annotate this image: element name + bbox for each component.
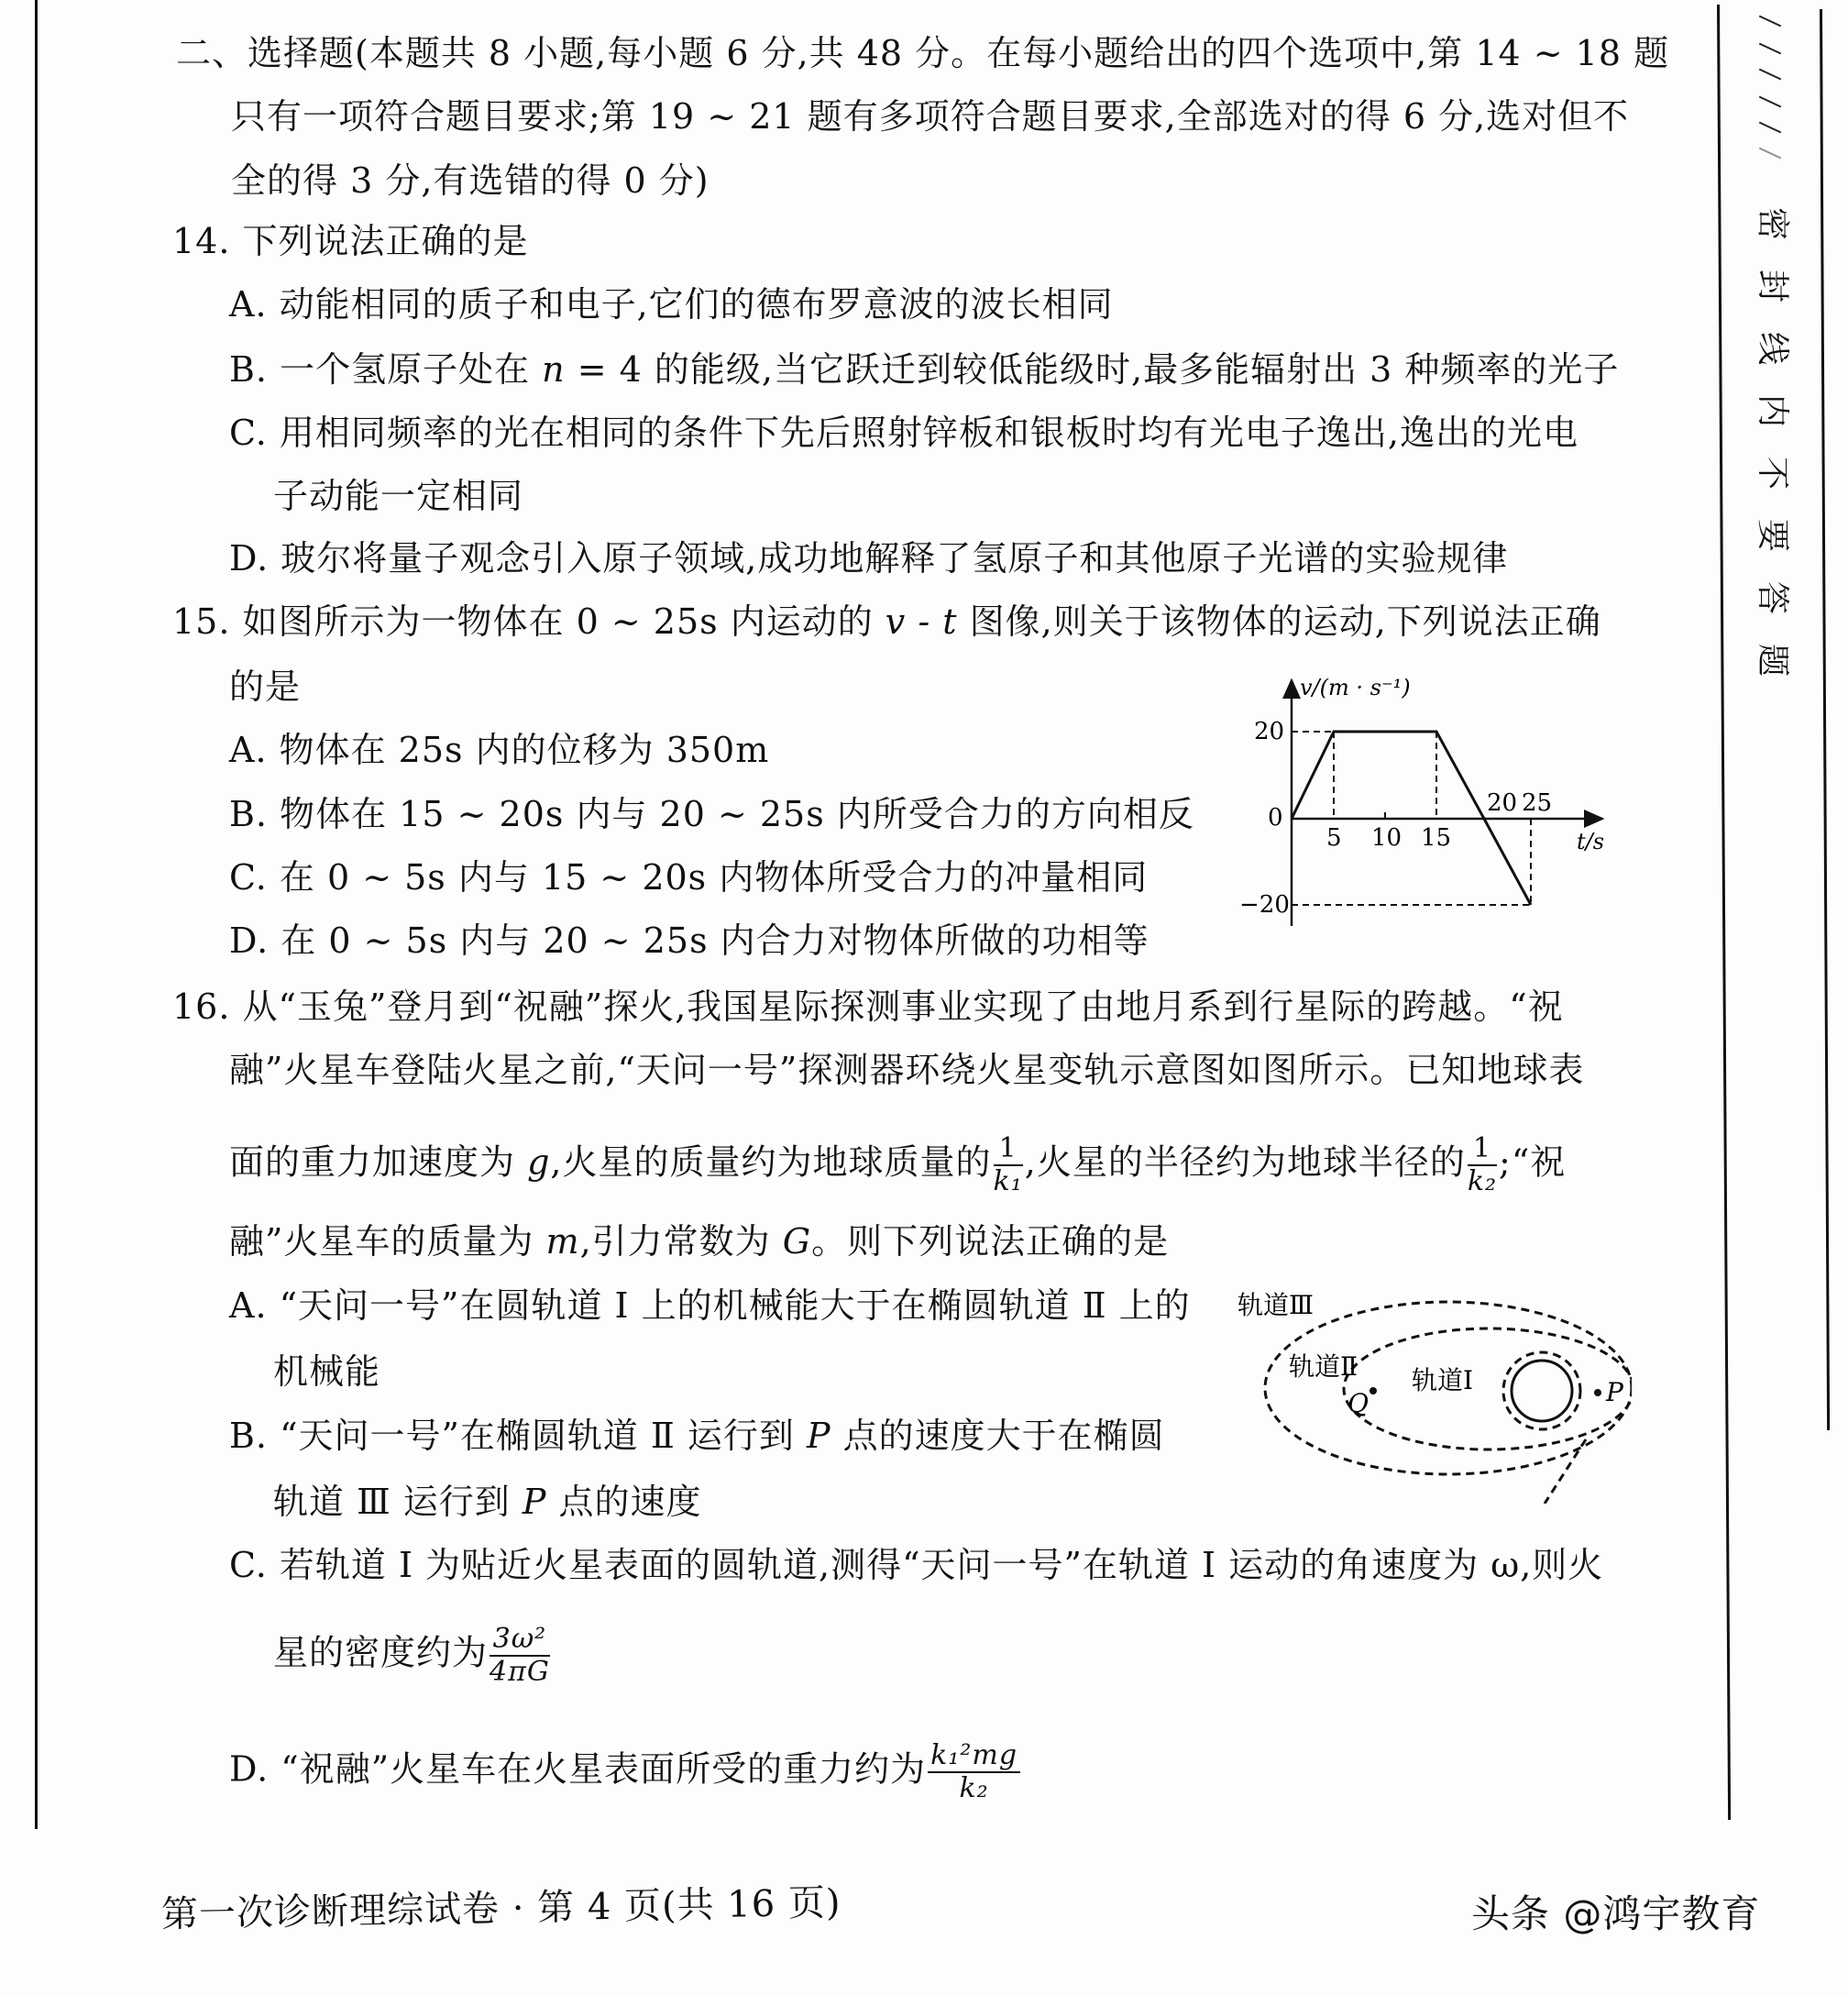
q15-option-c: C. 在 0 ~ 5s 内与 15 ~ 20s 内物体所受合力的冲量相同	[229, 857, 1149, 898]
point-P-label: P	[1606, 1377, 1623, 1407]
numerator: 3ω²	[490, 1624, 550, 1657]
q16-stem-line2: 融”火星车登陆火星之前,“天问一号”探测器环绕火星变轨示意图如图所示。已知地球表	[229, 1050, 1585, 1090]
seal-line-mark	[1759, 96, 1781, 108]
gravity-fraction	[928, 1740, 1020, 1804]
point-Q-dot	[1370, 1387, 1377, 1394]
q16-stem-line1: 16. 从“玉兔”登月到“祝融”探火,我国星际探测事业实现了由地月系到行星际的跨越。“祝	[172, 986, 1564, 1027]
text: 轨道 Ⅲ 运行到	[273, 1482, 522, 1522]
denominator: k₂	[1467, 1165, 1498, 1197]
text: ,引力常数为	[579, 1221, 783, 1262]
seal-char: 答	[1754, 580, 1791, 614]
q15-stem-cont: 的是	[229, 667, 302, 707]
mars-icon	[1512, 1361, 1572, 1421]
seal-char: 封	[1754, 269, 1791, 303]
q16-option-a-cont: 机械能	[273, 1351, 381, 1392]
text: 点的速度大于在椭圆	[830, 1416, 1165, 1456]
denominator: 4πG	[490, 1656, 550, 1688]
section-header-line: 全的得 3 分,有选错的得 0 分)	[231, 160, 710, 201]
q16-stem-line3	[229, 1133, 1566, 1197]
orbit-III-label: 轨道Ⅲ	[1238, 1290, 1314, 1320]
orbit-II-label: 轨道Ⅱ	[1289, 1351, 1358, 1382]
numerator: 1	[994, 1133, 1023, 1166]
q15-stem	[172, 600, 1601, 644]
orbit-I-label: 轨道Ⅰ	[1412, 1365, 1474, 1395]
variable-G: G	[782, 1221, 812, 1262]
x-tick-5: 5	[1326, 824, 1342, 852]
y-tick-0: 0	[1268, 804, 1283, 832]
point-Q-label: Q	[1348, 1388, 1369, 1418]
q14-option-c: C. 用相同频率的光在相同的条件下先后照射锌板和银板时均有光电子逸出,逸出的光电	[229, 413, 1578, 453]
variable-P: P	[807, 1416, 831, 1456]
seal-char: 密	[1754, 206, 1791, 240]
numerator: k₁²mg	[928, 1740, 1020, 1773]
variable-m: m	[545, 1221, 580, 1262]
denominator: k₂	[959, 1772, 989, 1804]
y-tick-20: 20	[1254, 718, 1285, 745]
seal-line-mark	[1759, 43, 1781, 55]
text: ,火星的质量约为地球质量的	[550, 1141, 992, 1183]
x-tick-15: 15	[1421, 824, 1452, 852]
right-content-border-line	[1717, 5, 1731, 1820]
q15-option-b: B. 物体在 15 ~ 20s 内与 20 ~ 25s 内所受合力的方向相反	[229, 794, 1194, 834]
text: 图像,则关于该物体的运动,下列说法正确	[957, 601, 1601, 642]
q16-option-c-cont	[273, 1624, 552, 1688]
q16-option-d	[229, 1740, 1022, 1804]
q14-stem: 14. 下列说法正确的是	[172, 221, 529, 261]
point-P-dot	[1594, 1389, 1601, 1396]
text: 15. 如图所示为一物体在 0 ~ 25s 内运动的	[172, 601, 886, 642]
q14-option-b	[229, 347, 1619, 391]
density-fraction	[490, 1624, 550, 1688]
x-tick-20: 20	[1487, 789, 1518, 817]
text: 点的速度	[546, 1482, 702, 1522]
x-axis-label: t/s	[1577, 829, 1605, 854]
orbit-I	[1503, 1352, 1580, 1429]
text: = 4 的能级,当它跃迁到较低能级时,最多能辐射出 3 种频率的光子	[565, 349, 1620, 390]
q16-option-a: A. “天问一号”在圆轨道 Ⅰ 上的机械能大于在椭圆轨道 Ⅱ 上的	[229, 1285, 1191, 1326]
orbit-II	[1344, 1328, 1632, 1449]
variable-vt: v - t	[885, 601, 958, 642]
seal-char: 线	[1754, 331, 1791, 365]
left-border-line	[35, 0, 38, 1829]
x-tick-10: 10	[1371, 824, 1402, 852]
numerator: 1	[1468, 1133, 1497, 1166]
text: B. “天问一号”在椭圆轨道 Ⅱ 运行到	[229, 1416, 808, 1456]
q16-option-c: C. 若轨道 Ⅰ 为贴近火星表面的圆轨道,测得“天问一号”在轨道 Ⅰ 运动的角速度为 ω,则火	[229, 1545, 1604, 1585]
watermark: 头条 @鸿宇教育	[1471, 1891, 1761, 1936]
vt-graph	[1219, 660, 1632, 935]
q15-option-a: A. 物体在 25s 内的位移为 350m	[229, 730, 770, 770]
right-margin-border-line	[1820, 9, 1830, 1430]
seal-line-mark	[1759, 122, 1781, 134]
seal-line-notice	[1749, 193, 1795, 691]
text: 。则下列说法正确的是	[811, 1221, 1170, 1262]
text: B. 一个氢原子处在	[229, 349, 543, 390]
variable-n: n	[542, 349, 566, 390]
q16-stem-line4	[229, 1219, 1169, 1263]
fraction-1-over-k2	[1468, 1133, 1497, 1197]
seal-line-mark	[1759, 69, 1781, 81]
text: ;“祝	[1499, 1141, 1567, 1183]
variable-g: g	[527, 1141, 551, 1183]
page-footer: 第一次诊断理综试卷 · 第 4 页(共 16 页)	[160, 1881, 842, 1936]
text: ,火星的半径约为地球半径的	[1024, 1141, 1466, 1183]
fraction-1-over-k1	[994, 1133, 1023, 1197]
section-header-line: 二、选择题(本题共 8 小题,每小题 6 分,共 48 分。在每小题给出的四个选项中,第 14 ~ 18 题	[176, 33, 1670, 73]
text: 星的密度约为	[273, 1632, 489, 1673]
denominator: k₁	[993, 1165, 1023, 1197]
q15-option-d: D. 在 0 ~ 5s 内与 20 ~ 25s 内合力对物体所做的功相等	[229, 920, 1150, 961]
q16-option-b	[229, 1414, 1165, 1458]
x-tick-25: 25	[1522, 789, 1553, 817]
orbit-diagram	[1228, 1284, 1632, 1504]
q14-option-d: D. 玻尔将量子观念引入原子领域,成功地解释了氢原子和其他原子光谱的实验规律	[229, 538, 1509, 579]
seal-char: 不	[1754, 456, 1791, 490]
seal-line-mark	[1759, 16, 1781, 28]
variable-P: P	[522, 1482, 547, 1522]
seal-line-mark	[1759, 148, 1781, 160]
section-header-line: 只有一项符合题目要求;第 19 ~ 21 题有多项符合题目要求,全部选对的得 6 分,选对但不	[231, 96, 1630, 137]
text: D. “祝融”火星车在火星表面所受的重力约为	[229, 1748, 927, 1790]
text: 融”火星车的质量为	[229, 1221, 546, 1262]
seal-char: 要	[1754, 518, 1791, 552]
q14-option-c-cont: 子动能一定相同	[273, 476, 524, 516]
q14-option-a: A. 动能相同的质子和电子,它们的德布罗意波的波长相同	[229, 284, 1114, 325]
y-tick-minus-20: −20	[1239, 891, 1290, 919]
text: 面的重力加速度为	[229, 1141, 528, 1183]
q16-option-b-cont	[273, 1480, 702, 1524]
seal-char: 题	[1754, 643, 1791, 677]
seal-char: 内	[1754, 393, 1791, 427]
y-axis-label: v/(m · s⁻¹)	[1300, 675, 1411, 700]
